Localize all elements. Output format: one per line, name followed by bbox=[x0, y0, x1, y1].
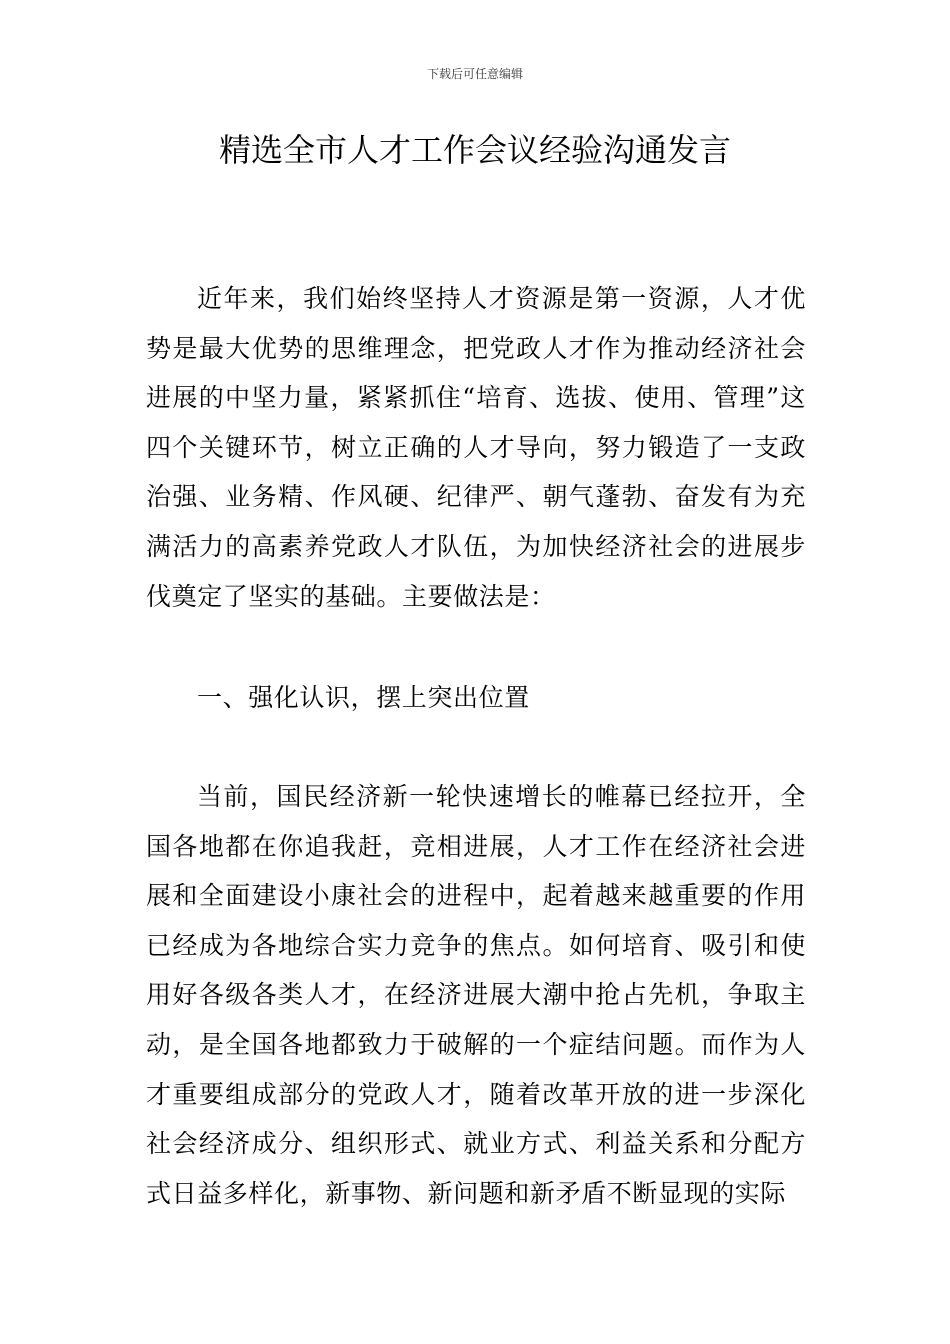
document-title: 精选全市人才工作会议经验沟通发言 bbox=[218, 131, 731, 169]
page-header-note: 下载后可任意编辑 bbox=[426, 67, 523, 81]
section-heading-1: 一、强化认识，摆上突出位置 bbox=[197, 683, 530, 712]
paragraph-intro: 近年来，我们始终坚持人才资源是第一资源，人才优势是最大优势的思维理念，把党政人才作为推动经济社会进展的中坚力量，紧紧抓住“培育、选拔、使用、管理”这四个关键环节，树立正确的人才导向，努力锻造了一支政治强、业务精、作风硬、纪律严、朝气蓬勃、奋发有为充满活力的高素养党政人才队伍，为加快经济社会的进展步伐奠定了坚实的基础。主要做法是： bbox=[146, 284, 806, 611]
paragraph-section-1: 当前，国民经济新一轮快速增长的帷幕已经拉开，全国各地都在你追我赶，竞相进展，人才工作在经济社会进展和全面建设小康社会的进程中，起着越来越重要的作用已经成为各地综合实力竞争的焦点。如何培育、吸引和使用好各级各类人才，在经济进展大潮中抢占先机，争取主动，是全国各地都致力于破解的一个症结问题。而作为人才重要组成部分的党政人才，随着改革开放的进一步深化社会经济成分、组织形式、就业方式、利益关系和分配方式日益多样化，新事物、新问题和新矛盾不断显现的实际 bbox=[146, 782, 806, 1208]
